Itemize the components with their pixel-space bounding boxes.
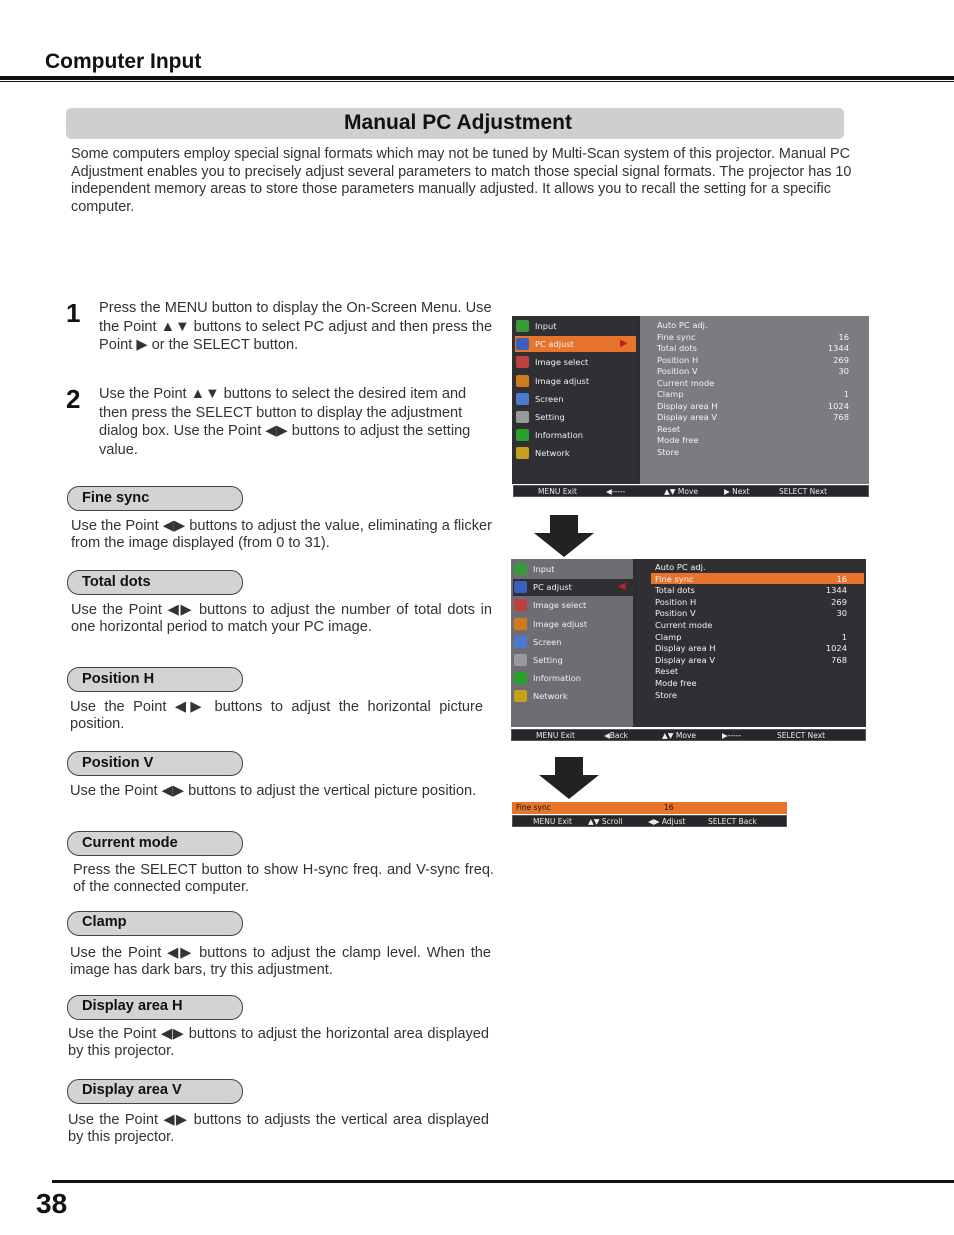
flow-arrow-2-head <box>539 775 599 799</box>
item-label-position-v: Position V <box>82 755 154 771</box>
osd1-row-label-6[interactable]: Clamp <box>657 389 684 399</box>
osd1-menu-item-3[interactable]: Image adjust <box>535 375 590 386</box>
step-1-number: 1 <box>66 298 81 328</box>
osd2-row-label-0[interactable]: Auto PC adj. <box>655 562 706 572</box>
osd2-hint-back: ◀Back <box>604 731 628 740</box>
item-label-position-h: Position H <box>82 671 155 687</box>
osd1-menu-icon-7 <box>516 447 529 459</box>
osd1-menu-item-1[interactable]: PC adjust <box>535 339 574 350</box>
osd2-hint-right: ▶----- <box>722 731 742 740</box>
osd-dialog-bar <box>512 802 787 814</box>
osd1-hint-left: ◀----- <box>606 487 626 496</box>
osd1-row-label-1[interactable]: Fine sync <box>657 331 696 342</box>
osd-hint-bar-1 <box>513 485 869 497</box>
step-2-number: 2 <box>66 384 81 414</box>
osd2-row-label-7[interactable]: Display area H <box>655 643 716 654</box>
osd1-row-value-7: 1024 <box>827 400 849 411</box>
osd2-row-label-8[interactable]: Display area V <box>655 654 716 665</box>
osd2-menu-item-2[interactable]: Image select <box>533 600 587 611</box>
osd2-menu-icon-6 <box>514 672 527 684</box>
header-title: Computer Input <box>45 50 202 73</box>
item-desc-position-v: Use the Point ◀▶ buttons to adjust the vertical picture position. <box>70 783 477 799</box>
flow-arrow-1-stem <box>550 515 578 533</box>
osd1-row-label-5[interactable]: Current mode <box>657 377 715 388</box>
osd1-menu-item-2[interactable]: Image select <box>535 357 589 368</box>
item-label-total-dots: Total dots <box>82 574 151 590</box>
osd2-row-value-6: 1 <box>841 631 847 642</box>
osd2-hint-select: SELECT Next <box>777 731 826 740</box>
osd1-menu-icon-1 <box>516 338 529 350</box>
osd2-menu-icon-5 <box>514 654 527 666</box>
osd1-hint-move: ▲▼ Move <box>664 487 699 496</box>
item-label-display-area-v: Display area V <box>82 1082 182 1098</box>
osd2-row-value-8: 768 <box>831 654 847 665</box>
osd2-menu-icon-7 <box>514 690 527 702</box>
header-rule-thin <box>0 81 954 82</box>
osd1-hint-next: ▶ Next <box>724 487 750 496</box>
item-desc-fine-sync: Use the Point ◀▶ buttons to adjust the value, eliminating a flicker from the image displayed (from 0 to 31). <box>71 518 492 551</box>
osd2-menu-item-6[interactable]: Information <box>533 673 582 684</box>
item-desc-position-h: Use the Point ◀▶ buttons to adjust the horizontal picture position. <box>70 699 483 732</box>
osd-menu-highlight <box>515 336 636 352</box>
osd2-menu-item-7[interactable]: Network <box>533 691 568 702</box>
osd1-row-label-3[interactable]: Position H <box>657 354 699 365</box>
osd-hint-bar-2 <box>511 729 866 741</box>
osd2-menu-icon-0 <box>514 563 527 575</box>
osd-dialog-label: Fine sync <box>516 803 551 812</box>
osd2-row-label-3[interactable]: Position H <box>655 596 697 607</box>
osd2-menu-icon-3 <box>514 618 527 630</box>
osd2-row-value-2: 1344 <box>825 585 847 596</box>
flow-arrow-2-stem <box>555 757 583 775</box>
osd1-hint-select: SELECT Next <box>779 487 828 496</box>
osd1-menu-icon-4 <box>516 393 529 405</box>
osd-hint-bar-3 <box>512 815 787 827</box>
osd2-row-value-1: 16 <box>836 573 847 584</box>
osd2-row-label-10[interactable]: Mode free <box>655 678 697 688</box>
osd1-row-value-1: 16 <box>838 331 849 342</box>
osd1-row-label-8[interactable]: Display area V <box>657 412 718 422</box>
osd1-menu-item-7[interactable]: Network <box>535 448 570 459</box>
osd2-row-value-3: 269 <box>831 596 847 607</box>
step-2-text: Use the Point ▲▼ buttons to select the desired item and then press the SELECT button to display the adjustment dialog box. Use the Point ◀▶ buttons to adjust the setting value. <box>99 386 471 458</box>
osd3-hint-adjust: ◀▶ Adjust <box>648 817 686 826</box>
osd1-row-value-6: 1 <box>843 389 849 399</box>
osd1-row-value-4: 30 <box>838 366 849 376</box>
item-desc-total-dots: Use the Point ◀▶ buttons to adjust the number of total dots in one horizontal period to match your PC image. <box>71 602 492 635</box>
item-label-fine-sync: Fine sync <box>82 490 150 506</box>
osd2-row-label-9[interactable]: Reset <box>655 666 679 677</box>
osd1-hint-exit: MENU Exit <box>538 487 577 496</box>
osd1-menu-icon-3 <box>516 375 529 387</box>
osd2-menu-icon-1 <box>514 581 527 593</box>
item-desc-display-area-h: Use the Point ◀▶ buttons to adjust the horizontal area displayed by this projector. <box>68 1026 489 1059</box>
osd2-menu-highlight <box>513 579 633 596</box>
osd2-menu-item-0[interactable]: Input <box>533 564 555 574</box>
osd1-row-value-3: 269 <box>833 354 849 365</box>
osd2-back-arrow-icon: ◀ <box>618 581 626 592</box>
osd1-row-label-9[interactable]: Reset <box>657 423 681 434</box>
osd1-menu-icon-5 <box>516 411 529 423</box>
flow-arrow-1-head <box>534 533 594 557</box>
osd2-hint-move: ▲▼ Move <box>662 731 697 740</box>
osd2-hint-exit: MENU Exit <box>536 731 575 740</box>
osd2-menu-item-1[interactable]: PC adjust <box>533 582 572 593</box>
osd2-row-label-6[interactable]: Clamp <box>655 631 682 642</box>
footer-rule <box>52 1180 954 1183</box>
osd-dialog-value: 16 <box>664 803 674 812</box>
osd3-hint-scroll: ▲▼ Scroll <box>588 817 623 826</box>
osd2-row-value-4: 30 <box>836 608 847 619</box>
section-title: Manual PC Adjustment <box>344 111 572 134</box>
osd1-row-label-7[interactable]: Display area H <box>657 400 718 411</box>
osd2-row-label-1[interactable]: Fine sync <box>655 573 694 584</box>
item-label-clamp: Clamp <box>82 914 127 930</box>
osd2-row-label-11[interactable]: Store <box>655 689 677 700</box>
osd-screen-main-menu <box>512 316 869 484</box>
item-label-display-area-h: Display area H <box>82 998 183 1014</box>
osd3-hint-back: SELECT Back <box>708 817 757 826</box>
osd1-row-label-4[interactable]: Position V <box>657 366 698 376</box>
intro-paragraph: Some computers employ special signal formats which may not be tuned by Multi-Scan system of this projector. Manual PC Adjustment enables you to precisely adjust several parameters to match those special signal formats. The projector has 10 independent memory areas to store those parameters manually adjusted. It allows you to recall the setting for a specific computer. <box>71 146 852 215</box>
step-1-text: Press the MENU button to display the On-Screen Menu. Use the Point ▲▼ buttons to select PC adjust and then press the Point ▶ or the SELECT button. <box>99 300 493 353</box>
osd1-menu-item-6[interactable]: Information <box>535 430 584 441</box>
osd1-menu-icon-2 <box>516 356 529 368</box>
osd3-hint-exit: MENU Exit <box>533 817 572 826</box>
osd2-row-label-2[interactable]: Total dots <box>655 585 695 596</box>
item-desc-clamp: Use the Point ◀▶ buttons to adjust the clamp level. When the image has dark bars, try this adjustment. <box>70 945 491 978</box>
osd1-row-label-0[interactable]: Auto PC adj. <box>657 320 708 330</box>
osd2-menu-icon-4 <box>514 636 527 648</box>
osd-screen-pc-adjust <box>511 559 866 727</box>
header-rule <box>0 76 954 80</box>
item-desc-current-mode: Press the SELECT button to show H-sync freq. and V-sync freq. of the connected computer. <box>73 862 494 895</box>
osd2-menu-item-4[interactable]: Screen <box>533 636 562 647</box>
osd1-row-label-10[interactable]: Mode free <box>657 435 699 445</box>
osd-selected-arrow-icon: ▶ <box>620 338 628 349</box>
osd1-row-value-2: 1344 <box>827 343 849 353</box>
osd2-row-value-7: 1024 <box>825 643 847 654</box>
item-label-current-mode: Current mode <box>82 835 178 851</box>
osd1-row-label-11[interactable]: Store <box>657 446 679 457</box>
osd2-menu-item-3[interactable]: Image adjust <box>533 618 588 629</box>
osd1-menu-item-5[interactable]: Setting <box>535 412 565 422</box>
osd2-row-label-5[interactable]: Current mode <box>655 620 713 630</box>
osd2-menu-item-5[interactable]: Setting <box>533 655 563 665</box>
page-number: 38 <box>36 1188 68 1219</box>
osd1-menu-icon-0 <box>516 320 529 332</box>
osd1-menu-item-4[interactable]: Screen <box>535 393 564 404</box>
osd2-menu-icon-2 <box>514 599 527 611</box>
osd2-row-label-4[interactable]: Position V <box>655 608 696 619</box>
item-desc-display-area-v: Use the Point ◀▶ buttons to adjusts the vertical area displayed by this projector. <box>68 1112 489 1145</box>
osd1-menu-item-0[interactable]: Input <box>535 321 557 331</box>
osd1-row-label-2[interactable]: Total dots <box>657 343 697 353</box>
osd1-row-value-8: 768 <box>833 412 849 422</box>
osd1-menu-icon-6 <box>516 429 529 441</box>
